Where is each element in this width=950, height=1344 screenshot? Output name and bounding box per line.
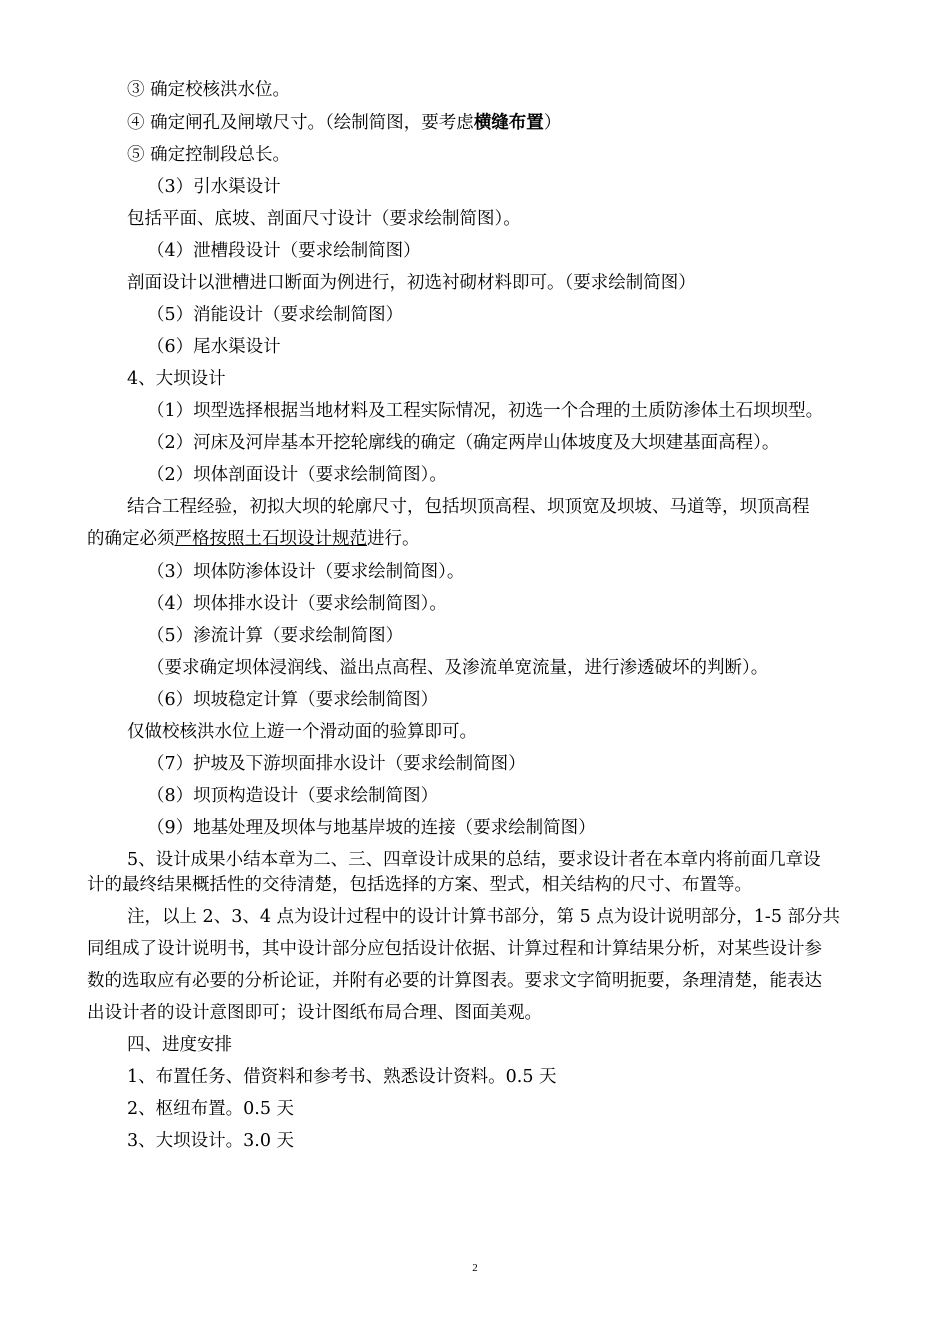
text-line: 剖面设计以泄槽进口断面为例进行，初选衬砌材料即可。（要求绘制简图） <box>127 273 696 293</box>
text-line: （4）坝体排水设计（要求绘制简图）。 <box>147 594 447 614</box>
text-span: ④ 确定闸孔及闸墩尺寸。（绘制简图，要考虑 <box>127 113 474 133</box>
text-line: （5）渗流计算（要求绘制简图） <box>147 626 404 646</box>
text-line: 注，以上 2、3、4 点为设计过程中的设计计算书部分，第 5 点为设计说明部分，1-5 部分共 <box>127 907 841 927</box>
text-line <box>87 528 420 550</box>
text-span: 的确定必须 <box>87 529 175 549</box>
text-line: ⑤ 确定控制段总长。 <box>127 145 291 165</box>
text-line: （7）护坡及下游坝面排水设计（要求绘制简图） <box>147 754 526 774</box>
section-heading: 4、大坝设计 <box>127 369 226 389</box>
text-line <box>127 112 561 134</box>
underlined-text: 严格按照土石坝设计规范 <box>174 529 367 549</box>
text-line: （要求确定坝体浸润线、溢出点高程、及渗流单宽流量，进行渗透破坏的判断）。 <box>147 658 769 678</box>
text-line: （2）坝体剖面设计（要求绘制简图）。 <box>147 465 447 485</box>
text-line: 出设计者的设计意图即可；设计图纸布局合理、图面美观。 <box>87 1003 542 1023</box>
text-line: （2）河床及河岸基本开挖轮廓线的确定（确定两岸山体坡度及大坝建基面高程）。 <box>147 433 780 453</box>
text-line: （5）消能设计（要求绘制简图） <box>147 305 404 325</box>
text-line: 2、枢纽布置。0.5 天 <box>127 1099 295 1119</box>
text-line: （1）坝型选择根据当地材料及工程实际情况，初选一个合理的土质防渗体土石坝坝型。 <box>147 401 824 421</box>
text-line: （6）坝坡稳定计算（要求绘制简图） <box>147 690 439 710</box>
text-span: 进行。 <box>367 529 420 549</box>
text-line: 结合工程经验，初拟大坝的轮廓尺寸，包括坝顶高程、坝顶宽及坝坡、马道等，坝顶高程 <box>127 497 810 517</box>
text-line: （3）引水渠设计 <box>147 177 281 197</box>
page-number: 2 <box>472 1262 478 1274</box>
text-line: 5、设计成果小结本章为二、三、四章设计成果的总结，要求设计者在本章内将前面几章设 <box>127 850 821 870</box>
text-line: 仅做校核洪水位上遊一个滑动面的验算即可。 <box>127 722 477 742</box>
text-line: 同组成了设计说明书，其中设计部分应包括设计依据、计算过程和计算结果分析，对某些设计参 <box>87 939 822 959</box>
text-line: （4）泄槽段设计（要求绘制简图） <box>147 241 421 261</box>
text-line: （3）坝体防渗体设计（要求绘制简图）。 <box>147 562 465 582</box>
text-span: ） <box>543 113 562 133</box>
text-line: 3、大坝设计。3.0 天 <box>127 1131 295 1151</box>
bold-text: 横缝布置 <box>473 113 544 133</box>
text-line: 数的选取应有必要的分析论证，并附有必要的计算图表。要求文字简明扼要，条理清楚，能表达 <box>87 971 822 991</box>
text-line: （8）坝顶构造设计（要求绘制简图） <box>147 786 439 806</box>
text-line: ③ 确定校核洪水位。 <box>127 80 291 100</box>
text-line: 1、布置任务、借资料和参考书、熟悉设计资料。0.5 天 <box>127 1067 557 1087</box>
section-heading: 四、进度安排 <box>127 1035 232 1055</box>
text-line: （9）地基处理及坝体与地基岸坡的连接（要求绘制简图） <box>147 818 596 838</box>
text-line: （6）尾水渠设计 <box>147 337 281 357</box>
text-line: 计的最终结果概括性的交待清楚，包括选择的方案、型式，相关结构的尺寸、布置等。 <box>87 875 752 895</box>
text-line: 包括平面、底坡、剖面尺寸设计（要求绘制简图）。 <box>127 209 521 229</box>
